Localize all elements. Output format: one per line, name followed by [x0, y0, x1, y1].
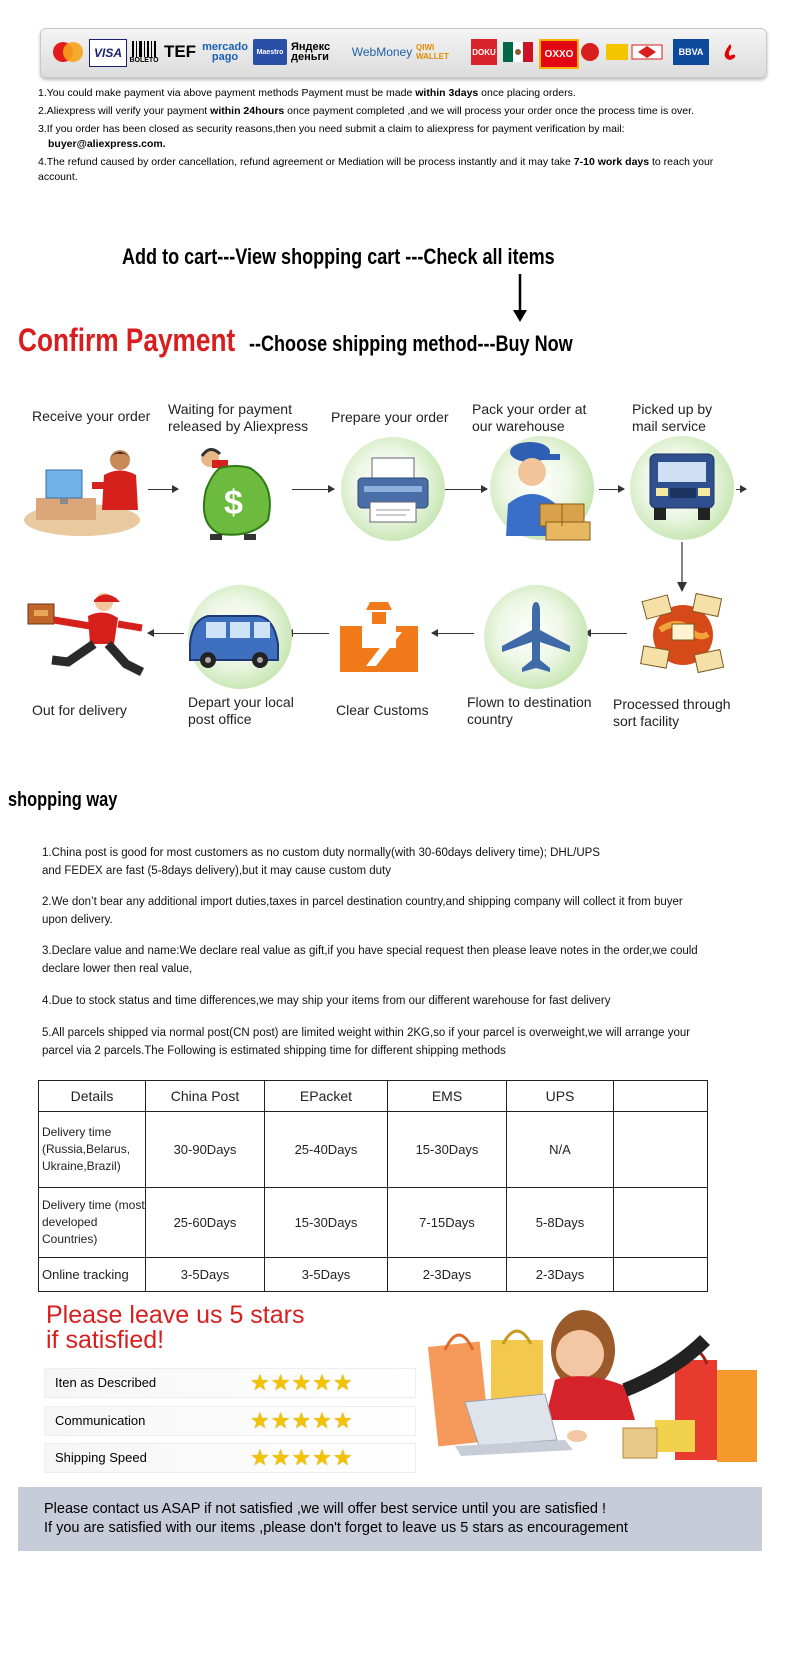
table-cell: Delivery time (Russia,Belarus, Ukraine,Brazil)	[39, 1112, 146, 1188]
process-arrow	[736, 489, 746, 490]
step-label-receive: Receive your order	[32, 408, 151, 424]
payment-rule: 3.If you order has been closed as security reasons,then you need submit a claim to aliexpress for payment verification by mail: buyer@aliexpress.com.	[38, 123, 625, 150]
process-arrow	[148, 489, 178, 490]
table-header: Details	[39, 1081, 146, 1112]
table-header: UPS	[507, 1081, 614, 1112]
mercado-pago-logo: mercado pago	[202, 41, 248, 63]
process-arrow	[585, 633, 627, 634]
qiwi-logo: QIWI WALLET	[416, 43, 449, 61]
table-cell: 7-15Days	[388, 1188, 507, 1258]
table-cell: 15-30Days	[388, 1112, 507, 1188]
step-label-pack: Pack your order at our warehouse	[472, 401, 587, 434]
computer-operator-icon	[22, 440, 147, 550]
truck-icon	[640, 448, 726, 533]
shipping-note: 3.Declare value and name:We declare real value as gift,if you have special request then please leave notes in the order,we could declare lower then real value,	[42, 945, 698, 975]
tef-logo: TEF	[163, 42, 197, 61]
process-arrow	[599, 489, 624, 490]
payment-rule: 2.Aliexpress will verify your payment within 24hours once payment completed ,and we will process your order once the process time is over.	[38, 105, 694, 117]
rating-row	[44, 1368, 416, 1398]
courier-box-icon	[490, 436, 600, 547]
footer-line2: If you are satisfied with our items ,please don't forget to leave us 5 stars as encouragement	[44, 1520, 628, 1536]
confirm-payment-text: Confirm Payment	[18, 322, 236, 358]
table-cell: 3-5Days	[146, 1258, 265, 1292]
five-stars-icon: ★★★★★	[250, 1408, 354, 1433]
table-row	[39, 1188, 708, 1258]
rating-row	[44, 1443, 416, 1473]
step-label-prepare: Prepare your order	[331, 409, 449, 425]
maestro-logo: Maestro	[253, 39, 287, 65]
step-label-customs: Clear Customs	[336, 702, 429, 718]
step-label-sort: Processed through sort facility	[613, 696, 731, 729]
visa-logo: VISA	[89, 39, 127, 67]
payment-rule: 1.You could make payment via above payment methods Payment must be made within 3days once placing orders.	[38, 87, 576, 99]
rating-row	[44, 1406, 416, 1436]
step-label-pickup: Picked up by mail service	[632, 401, 713, 434]
customs-officer-icon	[336, 596, 422, 681]
table-header: China Post	[146, 1081, 265, 1112]
bank-icons	[579, 39, 669, 65]
table-cell: 15-30Days	[265, 1188, 388, 1258]
table-cell: 25-40Days	[265, 1112, 388, 1188]
table-header: EMS	[388, 1081, 507, 1112]
five-stars-icon: ★★★★★	[250, 1370, 354, 1395]
table-cell: 2-3Days	[388, 1258, 507, 1292]
mastercard-logo	[51, 39, 85, 65]
shipping-note: 2.We don’t bear any additional import duties,taxes in parcel destination country,and shipping company will collect it from buyer upon delivery.	[42, 896, 683, 926]
rating-label: Communication	[55, 1413, 146, 1428]
table-cell: Delivery time (most developed Countries)	[39, 1188, 146, 1258]
payment-methods-strip	[40, 28, 767, 78]
table-header: EPacket	[265, 1081, 388, 1112]
globe-mail-icon	[638, 590, 728, 685]
table-cell	[614, 1188, 708, 1258]
table-cell: 25-60Days	[146, 1188, 265, 1258]
rating-title-line2: if satisfied!	[46, 1326, 165, 1354]
process-arrow	[432, 633, 474, 634]
rating-label: Shipping Speed	[55, 1450, 147, 1465]
van-icon	[184, 610, 284, 675]
printer-icon	[350, 452, 436, 537]
table-cell: Online tracking	[39, 1258, 146, 1292]
step-label-delivery: Out for delivery	[32, 702, 127, 718]
order-flow-line2	[18, 322, 644, 359]
table-cell: 5-8Days	[507, 1188, 614, 1258]
footer-banner	[18, 1487, 762, 1551]
shipping-time-table	[38, 1080, 708, 1292]
payment-rules	[38, 86, 738, 185]
payment-rule: 4.The refund caused by order cancellation, refund agreement or Mediation will be process instantly and it may take 7-10 work days to reach your account.	[38, 156, 714, 183]
webmoney-logo: WebMoney	[351, 45, 413, 59]
five-stars-icon: ★★★★★	[250, 1445, 354, 1470]
table-header	[614, 1081, 708, 1112]
doku-logo: DOKU	[471, 39, 497, 65]
table-row	[39, 1258, 708, 1292]
rating-title	[46, 1303, 304, 1353]
footer-line1: Please contact us ASAP if not satisfied ,we will offer best service until you are satisfied !	[44, 1501, 607, 1517]
boleto-logo: BOLETO	[129, 39, 159, 65]
table-header-row	[39, 1081, 708, 1112]
rating-title-line1: Please leave us 5 stars	[46, 1301, 305, 1329]
table-row	[39, 1112, 708, 1188]
mexico-flag-logo	[501, 39, 535, 65]
table-cell	[614, 1112, 708, 1188]
step-label-flown: Flown to destination country	[467, 694, 592, 727]
process-arrow	[287, 633, 329, 634]
svg-text:$: $	[224, 484, 243, 522]
step-label-waiting: Waiting for payment released by Aliexpress	[168, 401, 309, 434]
shipping-note: 1.China post is good for most customers as no custom duty normally(with 30-60days delivery time); DHL/UPS and FEDEX are fast (5-8days delivery),but it may cause custom duty	[42, 847, 600, 877]
money-bag-icon	[190, 438, 280, 548]
shopping-way-title: shopping way	[8, 789, 118, 811]
process-arrow	[445, 489, 487, 490]
down-arrow-icon	[510, 274, 530, 329]
santander-logo	[715, 39, 745, 65]
process-arrow	[292, 489, 334, 490]
shipping-note: 4.Due to stock status and time differences,we may ship your items from our different warehouse for fast delivery	[42, 995, 611, 1007]
oxxo-logo: OXXO	[539, 39, 579, 69]
table-cell: 3-5Days	[265, 1258, 388, 1292]
airplane-icon	[496, 598, 576, 683]
table-cell: 30-90Days	[146, 1112, 265, 1188]
running-courier-icon	[24, 592, 154, 685]
table-cell	[614, 1258, 708, 1292]
table-cell: 2-3Days	[507, 1258, 614, 1292]
order-flow-line1: Add to cart---View shopping cart ---Check all items	[122, 244, 555, 269]
step-label-depart: Depart your local post office	[188, 694, 294, 727]
table-cell: N/A	[507, 1112, 614, 1188]
shipping-note: 5.All parcels shipped via normal post(CN post) are limited weight within 2KG,so if your parcel is overweight,we will arrange your parcel via 2 parcels.The Following is estimated shipping time for different shipping methods	[42, 1027, 691, 1057]
rating-label: Iten as Described	[55, 1375, 157, 1390]
shopping-girl-illustration	[425, 1300, 770, 1490]
bbva-logo: BBVA	[673, 39, 709, 65]
yandex-money-logo: Яндекс деньги	[291, 41, 331, 63]
choose-shipping-text: --Choose shipping method---Buy Now	[248, 331, 573, 356]
